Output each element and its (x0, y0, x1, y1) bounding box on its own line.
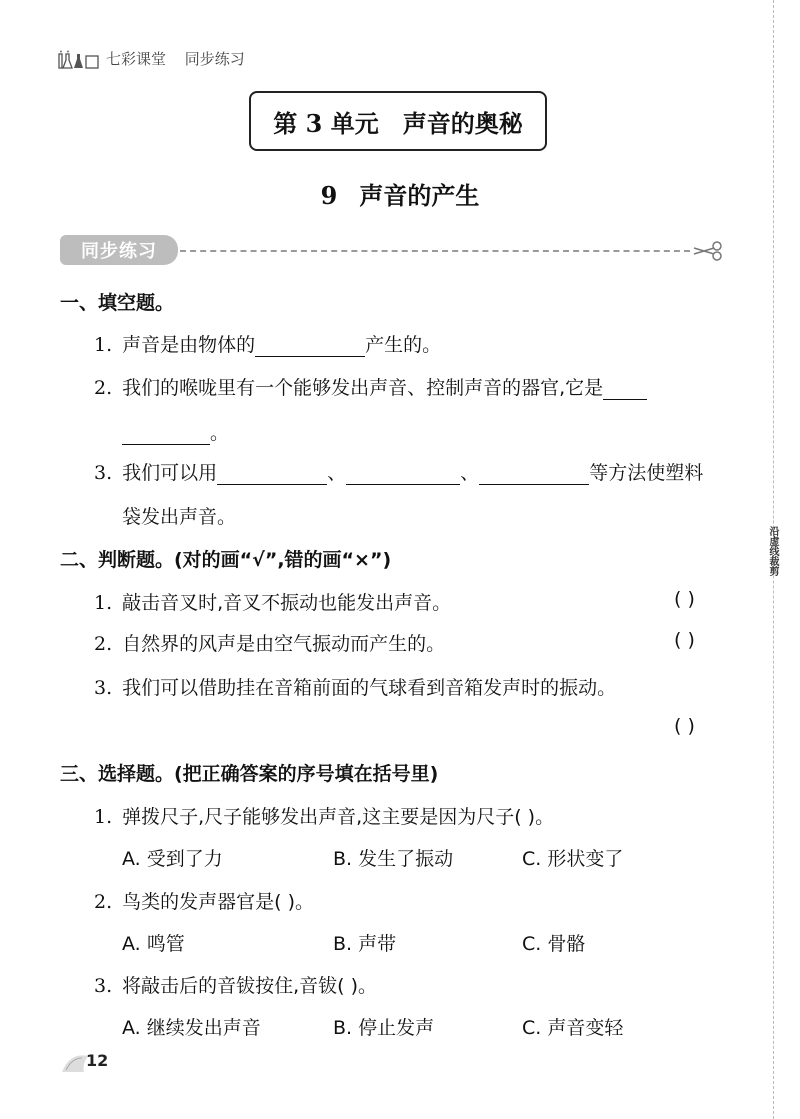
question-text: 等方法使塑料 (589, 462, 704, 484)
question-1-1 (94, 330, 441, 357)
option-a[interactable]: A. 受到了力 (122, 848, 223, 870)
question-number: 2. (94, 633, 113, 655)
section-multiple-choice-title: 三、选择题。(把正确答案的序号填在括号里) (60, 763, 439, 785)
separator: 、 (327, 462, 347, 484)
answer-blank[interactable] (603, 377, 647, 400)
question-text: 。 (210, 422, 230, 444)
question-1-2-cont (122, 418, 229, 445)
unit-number: 第 3 单元 (273, 108, 379, 138)
question-text: 我们的喉咙里有一个能够发出声音、控制声音的器官,它是 (122, 377, 604, 399)
lab-flask-logo-icon (58, 50, 100, 70)
question-3-2 (94, 887, 314, 914)
question-text: 将敲击后的音钹按住,音钹( )。 (122, 975, 378, 997)
question-number: 1. (94, 592, 113, 614)
option-b[interactable]: B. 声带 (333, 933, 397, 955)
cut-dashed-line (180, 250, 690, 252)
lesson-title (0, 176, 800, 211)
question-1-3 (94, 458, 703, 485)
question-2-2 (94, 629, 445, 656)
question-number: 3. (94, 462, 113, 484)
question-3-1 (94, 802, 554, 829)
question-number: 2. (94, 377, 113, 399)
question-text: 敲击音叉时,音叉不振动也能发出声音。 (122, 592, 452, 614)
lesson-number: 9 (320, 181, 338, 210)
question-number: 2. (94, 891, 113, 913)
answer-blank[interactable] (346, 462, 460, 485)
scissors-icon (690, 240, 724, 262)
answer-blank[interactable] (479, 462, 589, 485)
section-true-false-title: 二、判断题。(对的画“√”,错的画“×”) (60, 549, 392, 571)
question-text: 我们可以借助挂在音箱前面的气球看到音箱发声时的振动。 (122, 677, 617, 699)
lesson-name: 声音的产生 (359, 181, 480, 210)
answer-paren[interactable]: ( ) (674, 715, 695, 737)
question-text: 声音是由物体的 (122, 334, 256, 356)
question-2-1 (94, 588, 451, 615)
unit-title-box (249, 91, 547, 151)
section-fill-blank-title: 一、填空题。 (60, 292, 175, 314)
question-3-3 (94, 971, 377, 998)
header-title (106, 48, 259, 69)
question-text: 产生的。 (365, 334, 442, 356)
question-text: 自然界的风声是由空气振动而产生的。 (122, 633, 446, 655)
question-number: 1. (94, 806, 113, 828)
option-c[interactable]: C. 形状变了 (522, 848, 624, 870)
answer-blank[interactable] (255, 334, 365, 357)
answer-paren[interactable]: ( ) (674, 588, 695, 610)
option-c[interactable]: C. 骨骼 (522, 933, 586, 955)
answer-blank[interactable] (217, 462, 327, 485)
separator: 、 (460, 462, 480, 484)
header-subtitle: 同步练习 (184, 50, 245, 68)
question-1-2 (94, 373, 647, 400)
answer-paren[interactable]: ( ) (674, 629, 695, 651)
option-c[interactable]: C. 声音变轻 (522, 1017, 624, 1039)
page-number: 12 (86, 1051, 109, 1070)
unit-title: 声音的奥秘 (402, 108, 523, 138)
option-b[interactable]: B. 停止发声 (333, 1017, 435, 1039)
question-text: 弹拨尺子,尺子能够发出声音,这主要是因为尺子( )。 (122, 806, 555, 828)
cut-instruction: 沿虚线裁剪 (767, 526, 778, 576)
option-a[interactable]: A. 鸣管 (122, 933, 185, 955)
practice-banner: 同步练习 (60, 235, 178, 265)
question-text: 鸟类的发声器官是( )。 (122, 891, 315, 913)
option-b[interactable]: B. 发生了振动 (333, 848, 454, 870)
question-number: 3. (94, 677, 113, 699)
question-number: 3. (94, 975, 113, 997)
answer-blank[interactable] (122, 422, 210, 445)
question-1-3-cont: 袋发出声音。 (122, 506, 237, 528)
brand-name: 七彩课堂 (106, 50, 167, 68)
question-number: 1. (94, 334, 113, 356)
question-2-3 (94, 673, 616, 700)
question-text: 我们可以用 (122, 462, 218, 484)
option-a[interactable]: A. 继续发出声音 (122, 1017, 261, 1039)
